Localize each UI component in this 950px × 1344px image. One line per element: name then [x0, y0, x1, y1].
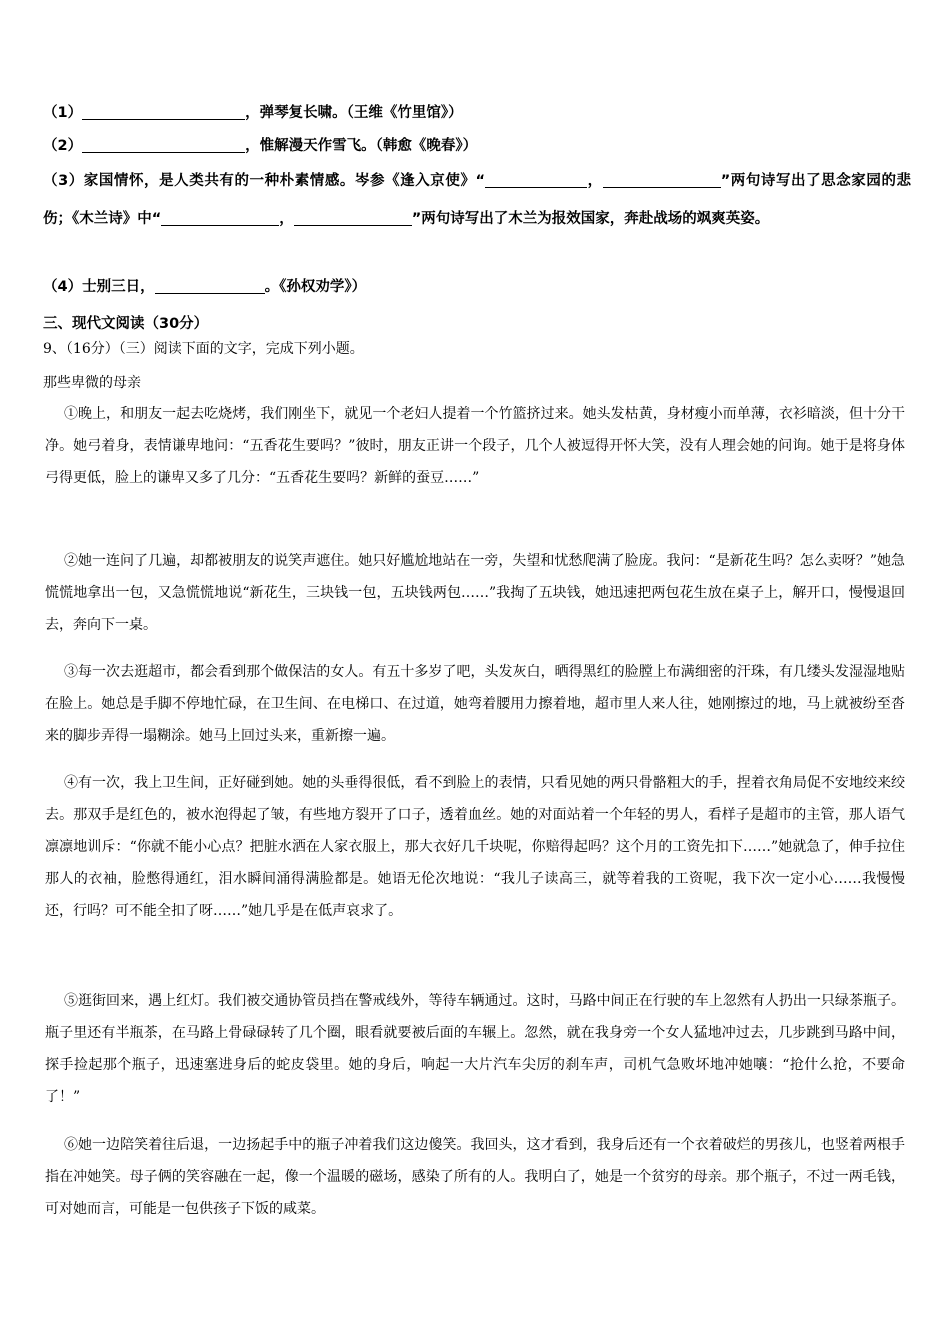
q3-text-1: （3）家国情怀，是人类共有的一种朴素情感。岑参《逢入京使》“ [43, 173, 486, 189]
question-8-3 [43, 162, 911, 238]
q3-text-3: ”两句诗写出了木兰为报效国家，奔赴战场的飒爽英姿。 [411, 211, 770, 227]
q1-blank[interactable] [82, 103, 245, 120]
q2-blank[interactable] [82, 136, 245, 153]
paragraph-6: ⑥她一边陪笑着往后退，一边扬起手中的瓶子冲着我们这边傻笑。我回头，这才看到，我身后还有一个衣着破烂的男孩儿，也竖着两根手指在冲她笑。母子俩的笑容融在一起，像一个温暖的磁场，感染了所有的人。我明白了，她是一个贫穷的母亲。那个瓶子，不过一两毛钱，可对她而言，可能是一包供孩子下饭的咸菜。 [45, 1137, 905, 1217]
question-8-2 [43, 129, 911, 163]
q4-text-2: 。《孙权劝学》） [264, 279, 367, 295]
q1-text: ，弹琴复长啸。（王维《竹里馆》） [245, 105, 463, 121]
paragraph-3: ③每一次去逛超市，都会看到那个做保洁的女人。有五十多岁了吧，头发灰白，晒得黑红的脸膛上布满细密的汗珠，有几缕头发湿湿地贴在脸上。她总是手脚不停地忙碌，在卫生间、在电梯口、在过道，她弯着腰用力擦着地，超市里人来人往，她刚擦过的地，马上就被纷至沓来的脚步弄得一塌糊涂。她马上回过头来，重新擦一遍。 [45, 664, 905, 744]
q3-sep-2: ， [279, 211, 294, 227]
q3-blank-1[interactable] [485, 171, 587, 188]
paragraph-5: ⑤逛街回来，遇上红灯。我们被交通协管员挡在警戒线外，等待车辆通过。这时，马路中间正在行驶的车上忽然有人扔出一只绿茶瓶子。瓶子里还有半瓶茶，在马路上骨碌碌转了几个圈，眼看就要被后面的车辗上。忽然，就在我身旁一个女人猛地冲过去，几步跳到马路中间，探手捡起那个瓶子，迅速塞进身后的蛇皮袋里。她的身后，响起一大片汽车尖厉的刹车声，司机气急败坏地冲她嚷：“抢什么抢，不要命了！” [45, 993, 905, 1105]
q3-text-2: ”两句诗写出了思念家园的悲伤；《木兰诗》中“ [43, 173, 912, 227]
question-8-4 [43, 270, 911, 304]
q2-number: （2） [43, 138, 83, 154]
q2-text: ，惟解漫天作雪飞。（韩愈《晚春》） [245, 138, 478, 154]
section-title: 三、现代文阅读（30分） [43, 316, 209, 332]
q3-blank-4[interactable] [294, 209, 412, 226]
paragraph-1: ①晚上，和朋友一起去吃烧烤，我们刚坐下，就见一个老妇人提着一个竹篮挤过来。她头发枯黄，身材瘦小而单薄，衣衫暗淡，但十分干净。她弓着身，表情谦卑地问：“五香花生要吗？”彼时，朋友正讲一个段子，几个人被逗得开怀大笑，没有人理会她的问询。她于是将身体弓得更低，脸上的谦卑又多了几分：“五香花生要吗？新鲜的蚕豆……” [45, 406, 905, 486]
q1-number: （1） [43, 105, 83, 121]
article-title: 那些卑微的母亲 [43, 375, 141, 391]
paragraph-4: ④有一次，我上卫生间，正好碰到她。她的头垂得很低，看不到脸上的表情，只看见她的两只骨骼粗大的手，捏着衣角局促不安地绞来绞去。那双手是红色的，被水泡得起了皱，有些地方裂开了口子，透着血丝。她的对面站着一个年轻的男人，看样子是超市的主管，那人语气凛凛地训斥：“你就不能小心点？把脏水洒在人家衣服上，那大衣好几千块呢，你赔得起吗？这个月的工资先扣下……”她就急了，伸手拉住那人的衣袖，脸憋得通红，泪水瞬间涌得满脸都是。她语无伦次地说：“我儿子读高三，就等着我的工资呢，我下次一定小心……我慢慢还，行吗？可不能全扣了呀……”她几乎是在低声哀求了。 [45, 775, 905, 919]
q4-text-1: （4）士别三日， [43, 279, 155, 295]
q4-blank[interactable] [155, 277, 265, 294]
question-8-1 [43, 96, 911, 130]
q3-sep-1: ， [587, 173, 603, 189]
paragraph-2: ②她一连问了几遍，却都被朋友的说笑声遮住。她只好尴尬地站在一旁，失望和忧愁爬满了脸庞。我问：“是新花生吗？怎么卖呀？”她急慌慌地拿出一包，又急慌慌地说“新花生，三块钱一包，五块钱两包……”我掏了五块钱，她迅速把两包花生放在桌子上，解开口，慢慢退回去，奔向下一桌。 [45, 553, 905, 633]
q3-blank-2[interactable] [603, 171, 721, 188]
q3-blank-3[interactable] [161, 209, 279, 226]
question-9-prompt: 9、（16分）（三）阅读下面的文字，完成下列小题。 [43, 341, 364, 357]
